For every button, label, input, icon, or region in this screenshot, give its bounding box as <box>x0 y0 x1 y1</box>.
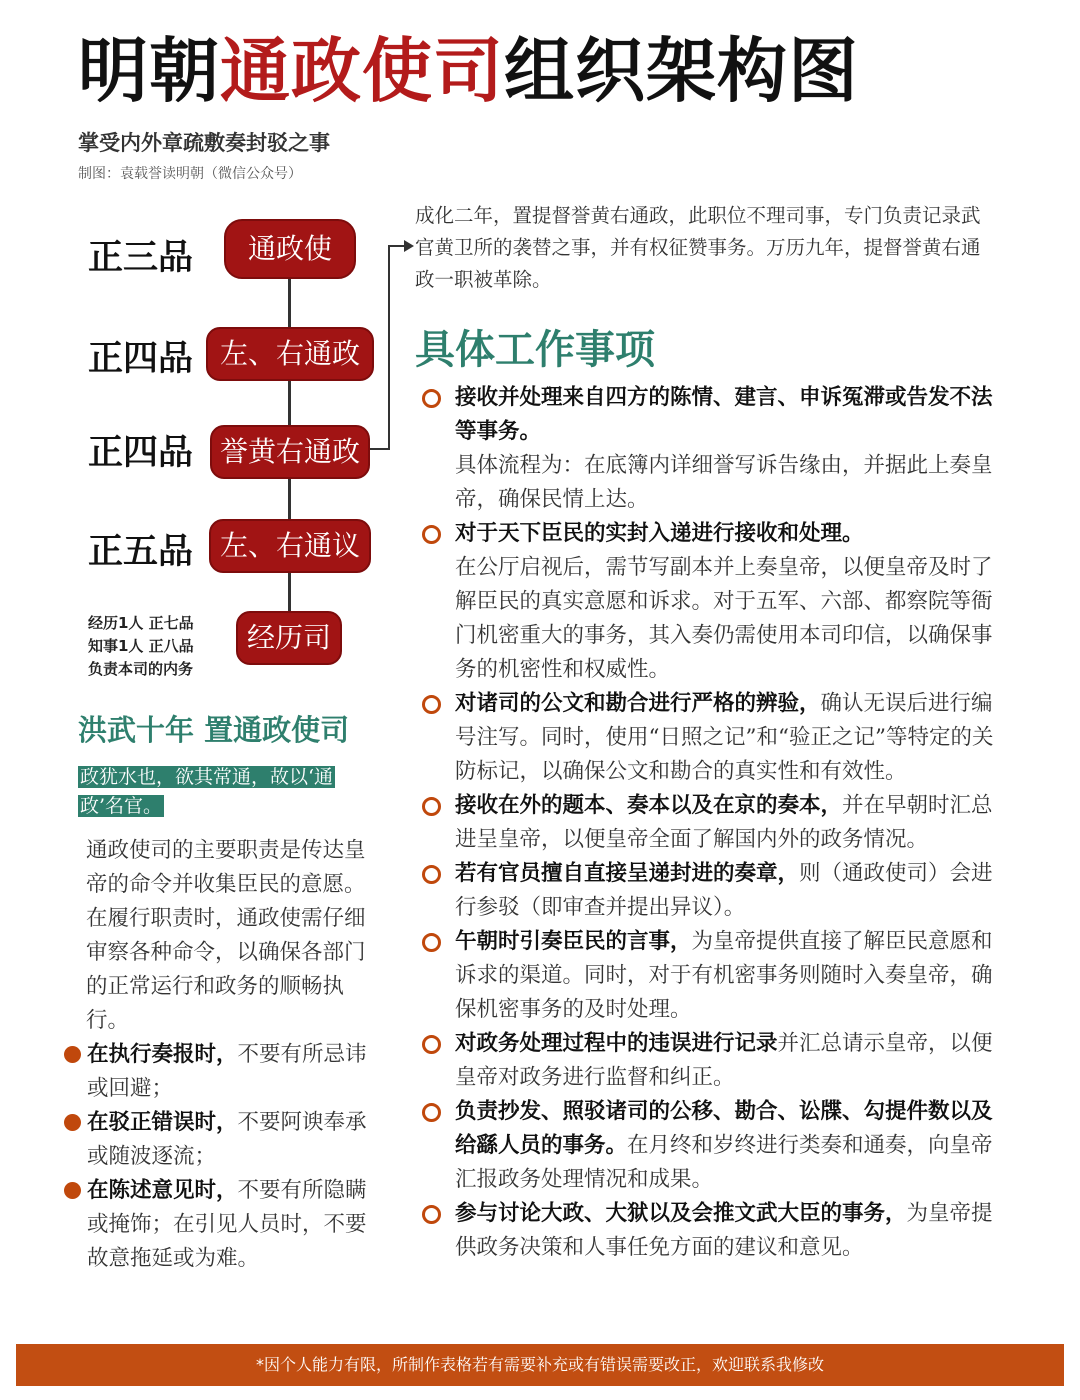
list-item-bold: 接收并处理来自四方的陈情、建言、申诉冤滞或告发不法等事务。 <box>455 385 993 444</box>
list-item-bold: 若有官员擅自直接呈递封进的奏章， <box>455 861 800 886</box>
bullet-ring-icon <box>422 1205 441 1224</box>
bullet-ring-icon <box>422 1035 441 1054</box>
list-item-bold: 对政务处理过程中的违误进行记录 <box>455 1031 778 1056</box>
list-item-text: 在月终和岁终进行类奏和通奏，向皇帝汇报政务处理情况和成果。 <box>455 1133 993 1192</box>
list-item-text: 确认无误后进行编号注写。同时，使用“日照之记”和“验正之记”等特定的关防标记，以确保公文和勘合的真实性和有效性。 <box>455 691 994 784</box>
list-item-text: 并在早朝时汇总进呈皇帝，以便皇帝全面了解国内外的政务情况。 <box>455 793 993 852</box>
org-box-yuhuang-tongzheng: 誉黄右通政 <box>210 425 370 479</box>
left-duty-list <box>62 1038 374 1276</box>
footer-note: *因个人能力有限，所制作表格若有需要补充或有错误需要改正，欢迎联系我修改 <box>16 1344 1064 1386</box>
rank-label: 正四品 <box>88 433 194 473</box>
list-item <box>420 925 995 1027</box>
quote-block <box>78 763 360 821</box>
jingli-note <box>88 612 194 681</box>
list-item-text: 不要有所隐瞒或掩饰；在引见人员时，不要故意拖延或为难。 <box>87 1178 367 1271</box>
list-item-text: 在公厅启视后，需节写副本并上奏皇帝，以便皇帝及时了解臣民的真实意愿和诉求。对于五军、六部、都察院等衙门机密重大的事务，其入奏仍需使用本司印信，以确保事务的机密性和权威性。 <box>455 555 993 682</box>
quote-text: 政犹水也，欲其常通，故以‘通政’名官。 <box>80 766 334 817</box>
org-box-zuoyou-tongyi: 左、右通议 <box>209 519 371 573</box>
list-item-bold: 对诸司的公文和勘合进行严格的辨验， <box>455 691 821 716</box>
list-item-bold: 接收在外的题本、奏本以及在京的奏本， <box>455 793 843 818</box>
bullet-ring-icon <box>422 797 441 816</box>
bullet-ring-icon <box>422 1103 441 1122</box>
jingli-note-line: 知事1人 正八品 <box>88 637 194 655</box>
list-item <box>420 381 995 517</box>
bullet-ring-icon <box>422 525 441 544</box>
list-item <box>62 1174 374 1276</box>
bullet-ring-icon <box>422 865 441 884</box>
left-paragraph: 通政使司的主要职责是传达皇帝的命令并收集臣民的意愿。在履行职责时，通政使需仔细审察各种命令，以确保各部门的正常运行和政务的顺畅执行。 <box>86 838 366 1033</box>
list-item-text: 则（通政使司）会进行参驳（即审查并提出异议）。 <box>455 861 993 920</box>
section-title-founding: 洪武十年 置通政使司 <box>78 713 350 747</box>
bullet-dot-icon <box>64 1046 81 1063</box>
subtitle: 掌受内外章疏敷奏封驳之事 <box>78 131 330 155</box>
page-title <box>78 30 859 112</box>
list-item-bold: 在执行奏报时， <box>87 1042 238 1067</box>
list-item <box>420 687 995 789</box>
bullet-dot-icon <box>64 1182 81 1199</box>
title-highlight: 通政使司 <box>220 30 504 112</box>
jingli-note-line: 经历1人 正七品 <box>88 614 194 632</box>
org-box-tongzhengshi: 通政使 <box>224 219 356 279</box>
list-item-bold: 午朝时引奏臣民的言事， <box>455 929 692 954</box>
credit-line: 制图：袁载誉读明朝（微信公众号） <box>78 166 302 182</box>
section-title-work-items: 具体工作事项 <box>415 327 655 373</box>
rank-label: 正三品 <box>88 238 194 278</box>
list-item <box>420 1027 995 1095</box>
bullet-ring-icon <box>422 933 441 952</box>
bullet-dot-icon <box>64 1114 81 1131</box>
list-item-text: 并汇总请示皇帝，以便皇帝对政务进行监督和纠正。 <box>455 1031 993 1090</box>
connector-arrow <box>370 236 414 456</box>
list-item-bold: 参与讨论大政、大狱以及会推文武大臣的事务， <box>455 1201 907 1226</box>
list-item-text: 不要阿谀奉承或随波逐流； <box>87 1110 367 1169</box>
list-item <box>420 517 995 687</box>
list-item-bold: 对于天下臣民的实封入递进行接收和处理。 <box>455 521 864 546</box>
title-part-2: 组织架构图 <box>504 30 859 112</box>
org-box-jinglisi: 经历司 <box>236 611 342 665</box>
bullet-ring-icon <box>422 389 441 408</box>
intro-text: 成化二年，置提督誉黄右通政，此职位不理司事，专门负责记录武官黄卫所的袭替之事，并有权征赞事务。万历九年，提督誉黄右通政一职被革除。 <box>415 204 981 291</box>
rank-label: 正四品 <box>88 339 194 379</box>
list-item-text: 不要有所忌讳或回避； <box>87 1042 367 1101</box>
title-part-1: 明朝 <box>78 30 220 112</box>
list-item-text: 为皇帝提供直接了解臣民意愿和诉求的渠道。同时，对于有机密事务则随时入奏皇帝，确保机密事务的及时处理。 <box>455 929 993 1022</box>
rank-label: 正五品 <box>88 532 194 572</box>
list-item-text: 为皇帝提供政务决策和人事任免方面的建议和意见。 <box>455 1201 993 1260</box>
list-item <box>420 857 995 925</box>
list-item <box>420 1197 995 1265</box>
list-item-bold: 在驳正错误时， <box>87 1110 238 1135</box>
org-box-zuoyou-tongzheng: 左、右通政 <box>206 327 374 381</box>
list-item <box>420 789 995 857</box>
bullet-ring-icon <box>422 695 441 714</box>
list-item <box>420 1095 995 1197</box>
jingli-note-line: 负责本司的内务 <box>88 660 194 678</box>
list-item-bold: 负责抄发、照驳诸司的公移、勘合、讼牒、勾提件数以及给繇人员的事务。 <box>455 1099 993 1158</box>
list-item-bold: 在陈述意见时， <box>87 1178 238 1203</box>
list-item-text: 具体流程为：在底簿内详细誉写诉告缘由，并据此上奏皇帝，确保民情上达。 <box>455 453 993 512</box>
work-item-list <box>420 381 995 1265</box>
list-item <box>62 1106 374 1174</box>
list-item <box>62 1038 374 1106</box>
